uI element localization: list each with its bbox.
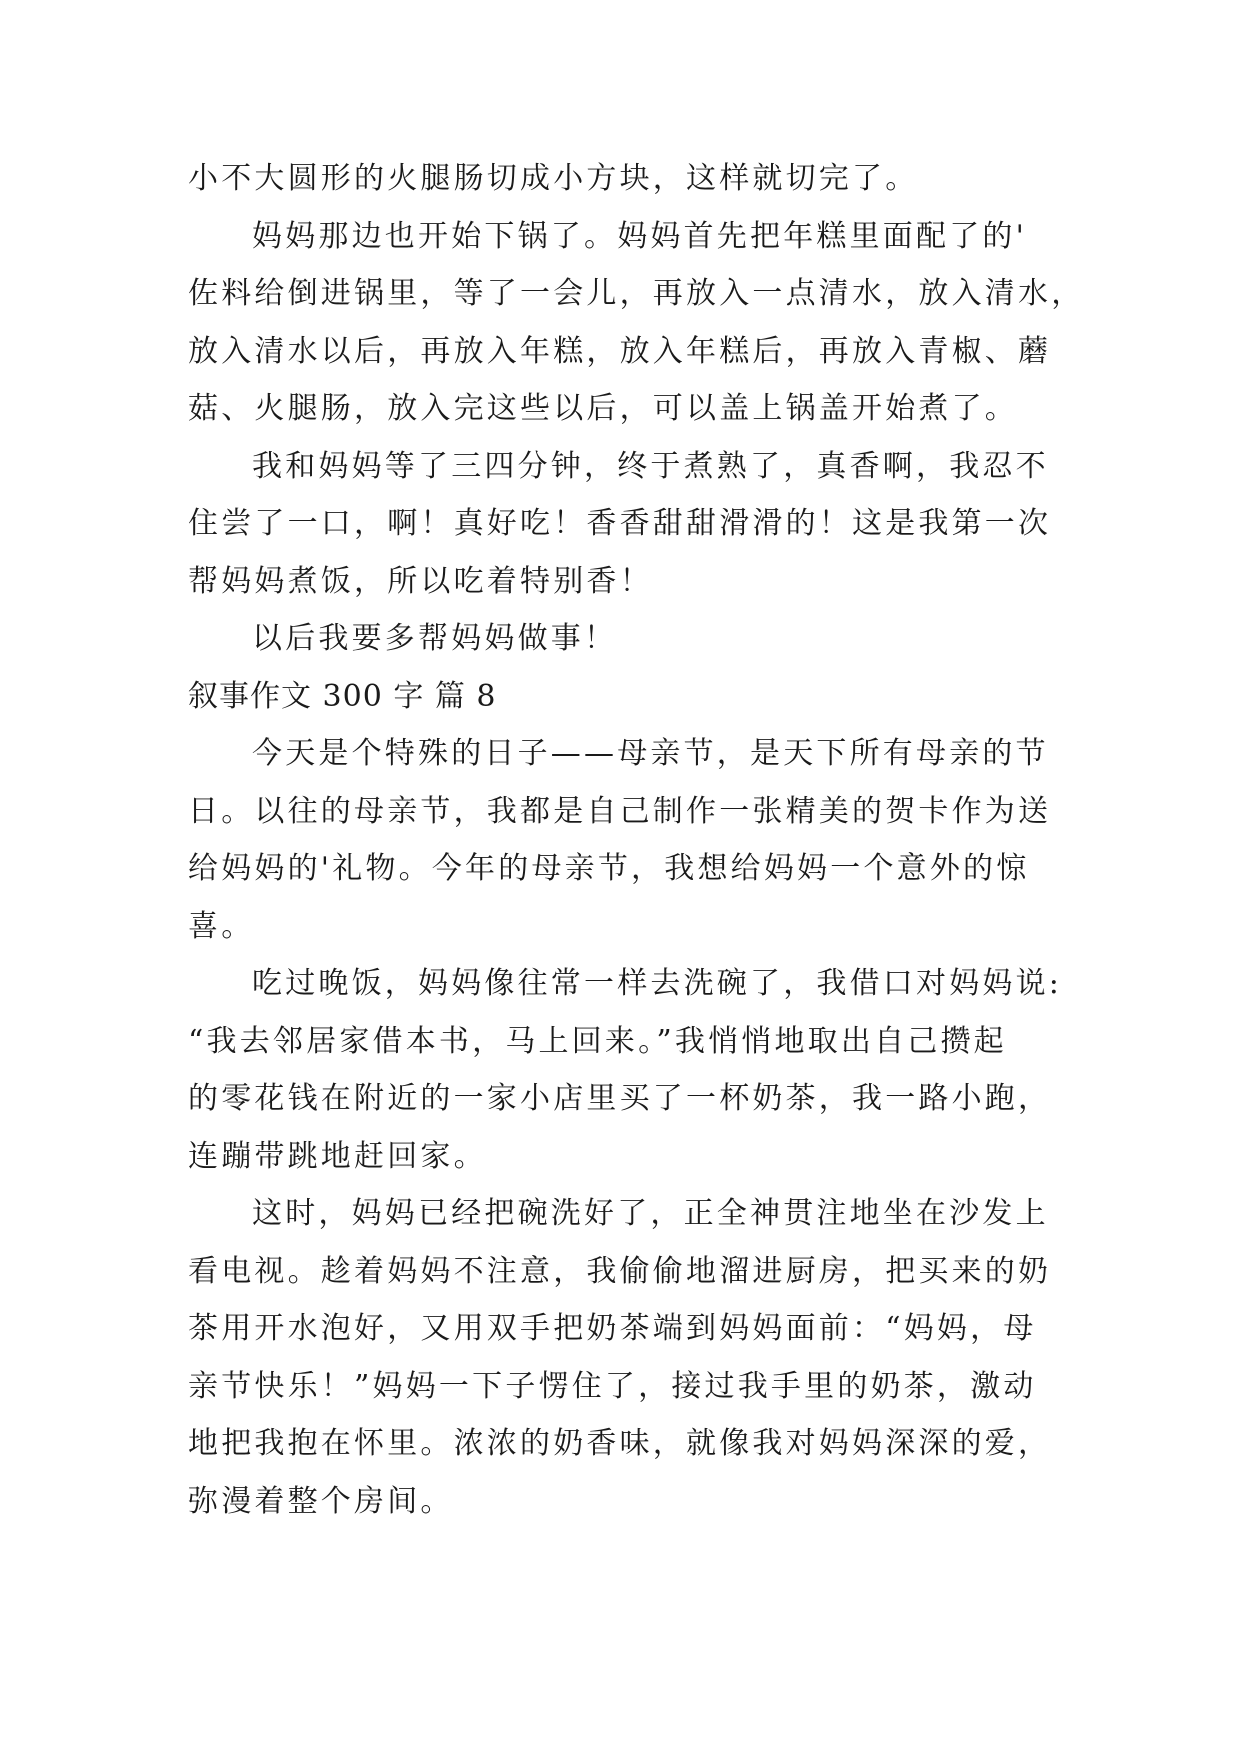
text-line: 佐料给倒进锅里，等了一会儿，再放入一点清水，放入清水， (188, 276, 1085, 311)
text-line: 帮妈妈煮饭，所以吃着特别香！ (188, 563, 653, 599)
paragraph-start: 今天是个特殊的日子——母亲节，是天下所有母亲的节 (252, 736, 1049, 771)
text-line: 弥漫着整个房间。 (188, 1483, 454, 1519)
paragraph-start: 吃过晚饭，妈妈像往常一样去洗碗了，我借口对妈妈说: (252, 966, 1063, 1001)
text-line: 放入清水以后，再放入年糕，放入年糕后，再放入青椒、蘑 (188, 333, 1052, 369)
text-line: 住尝了一口，啊！真好吃！香香甜甜滑滑的！这是我第一次 (188, 506, 1052, 541)
text-line: 地把我抱在怀里。浓浓的奶香味，就像我对妈妈深深的爱， (188, 1426, 1052, 1461)
text-line: 的零花钱在附近的一家小店里买了一杯奶茶，我一路小跑， (188, 1081, 1052, 1116)
text-line: 菇、火腿肠，放入完这些以后，可以盖上锅盖开始煮了。 (188, 391, 1018, 426)
text-line: 小不大圆形的火腿肠切成小方块，这样就切完了。 (188, 161, 919, 196)
paragraph-start: 我和妈妈等了三四分钟，终于煮熟了，真香啊，我忍不 (252, 448, 1049, 484)
text-line: 日。以往的母亲节，我都是自己制作一张精美的贺卡作为送 (188, 793, 1052, 829)
paragraph-start: 以后我要多帮妈妈做事！ (252, 621, 618, 656)
text-line: 茶用开水泡好，又用双手把奶茶端到妈妈面前：“妈妈，母 (188, 1311, 1037, 1346)
document-body (188, 150, 1085, 1530)
text-line: 看电视。趁着妈妈不注意，我偷偷地溜进厨房，把买来的奶 (188, 1253, 1052, 1289)
text-line: 喜。 (188, 908, 255, 944)
text-line: 亲节快乐！”妈妈一下子愣住了，接过我手里的奶茶，激动 (188, 1368, 1037, 1404)
paragraph-start: 这时，妈妈已经把碗洗好了，正全神贯注地坐在沙发上 (252, 1196, 1049, 1231)
section-heading: 叙事作文 300 字 篇 8 (188, 678, 497, 714)
text-line: 连蹦带跳地赶回家。 (188, 1138, 487, 1174)
text-line: 给妈妈的'礼物。今年的母亲节，我想给妈妈一个意外的惊 (188, 851, 1030, 886)
paragraph-start: 妈妈那边也开始下锅了。妈妈首先把年糕里面配了的' (252, 218, 1028, 254)
text-line: “我去邻居家借本书，马上回来。”我悄悄地取出自己攒起 (188, 1023, 1007, 1059)
